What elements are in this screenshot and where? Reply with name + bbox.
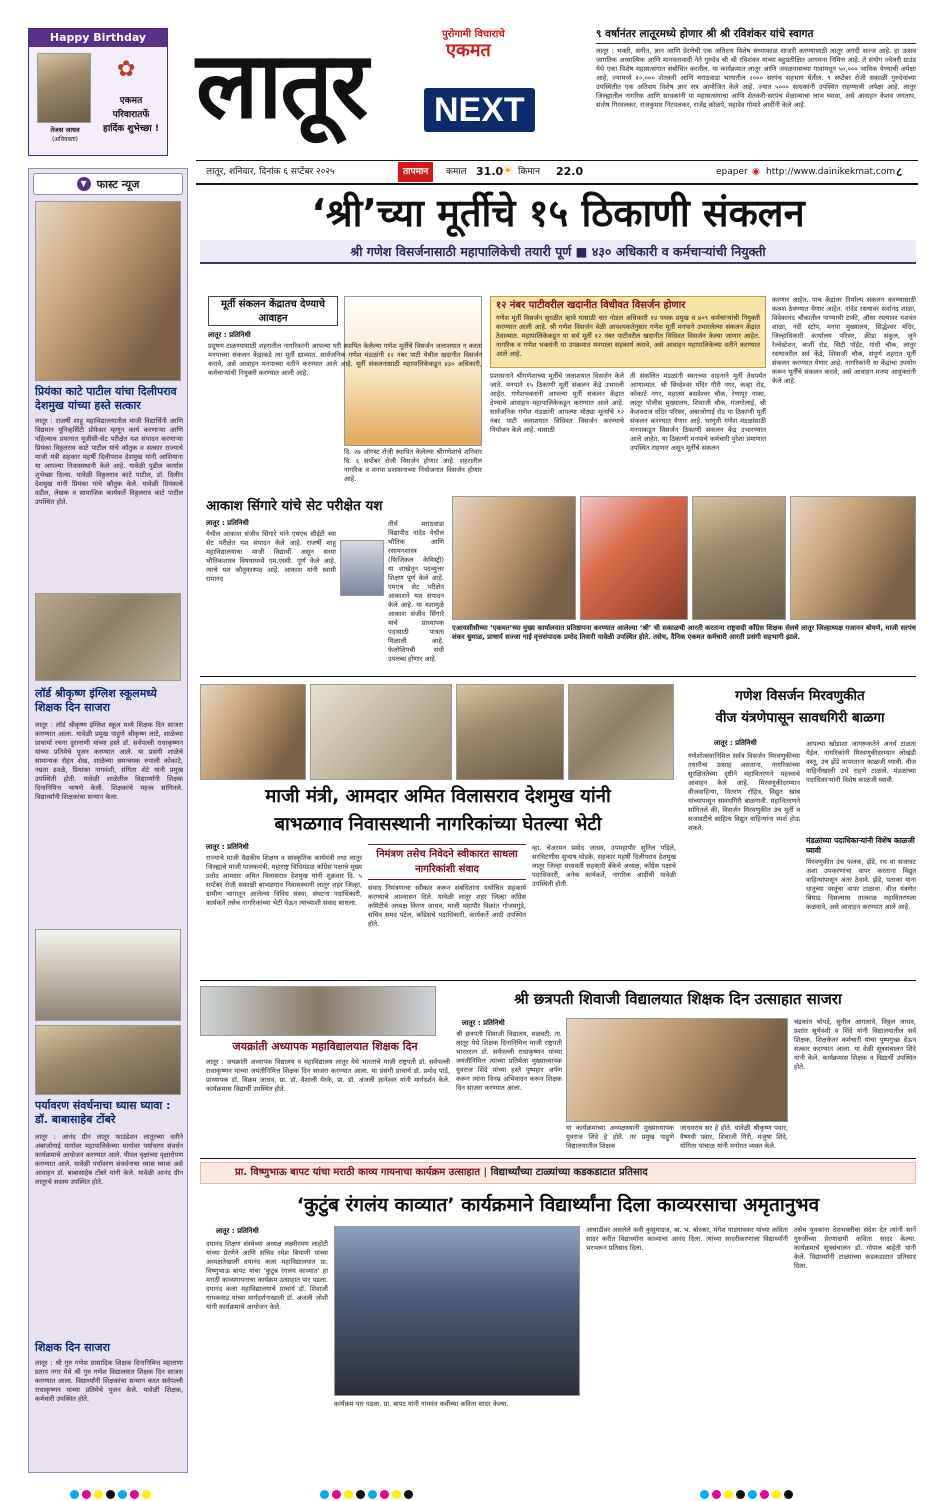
fast-news-header bbox=[33, 173, 183, 195]
jaykranti-headline: जयक्रांती अध्यापक महाविद्यालयात शिक्षक दिन bbox=[232, 1040, 418, 1053]
masthead bbox=[196, 26, 576, 158]
min-temp-label: किमान bbox=[518, 167, 540, 177]
lead-byline: लातूर : प्रतिनिधी bbox=[208, 331, 251, 339]
sun-icon: ☀ bbox=[502, 164, 514, 179]
registration-marks-mid bbox=[320, 1484, 460, 1496]
flower-bouquet-icon: ✿ bbox=[117, 57, 136, 82]
sidebar-story3-headline: पर्यावरण संवर्धनाचा ध्यास घ्यावा : डॉ. बाबासाहेब टोंबरे bbox=[35, 1099, 171, 1126]
lead-box-title: मूर्ती संकलन केंद्रातच देण्याचे आवाहन bbox=[208, 296, 338, 326]
lead-body-left: प्रदूषण टाळण्यासाठी शहरातील नागरिकांनी आपल्या घरी स्थापित केलेल्या गणेश मूर्तीचे विसर्जन जलाशयात न करता मनपाच्या संकलन केंद्राकडे त्या मूर्ती द्याव्यात. सार्वजनिक गणेश मंडळांनी १२ नंबर पाटी येथील खदानीत विसर्जन करावे, असे आवाहन मनपाच्या वतीने करण्यात आले आहे. मूर्ती संकलनासाठी महापालिकेकडून ४३० अधिकारी, कर्मचाऱ्यांची नियुक्ती करण्यात आली आहे. bbox=[208, 342, 482, 377]
shivaji-body-right: चंद्रकांत चोपडे, सुनील आगलावे, विठ्ठल जाधव, प्रशांत सुर्यवंशी व शिंदे यांनी विद्यालयातील सर्व शिक्षक, शिक्षकेतर कर्मचारी यांचा पुष्पगुच्छ देऊन सत्कार करण्यात आला. या वेळी सूत्रसंचालन शिंदे यांनी केले. कार्यक्रमास शिक्षक व विद्यार्थी उपस्थित होते. bbox=[794, 1018, 916, 1071]
chevron-down-icon: ▼ bbox=[77, 177, 91, 191]
bapat-stage-photo bbox=[334, 1226, 580, 1396]
lead-body-mid: प्रशासनाने श्रीगणेशाच्या मूर्तीचे जलाशयात विसर्जन केले जाते. मनपाने १५ ठिकाणी मूर्ती संकलन केंद्रे उभारली आहेत. गणेशभक्तांनी आपल्या मूर्ती संकलन केंद्रात देण्याचे आवाहन महापालिकेकडून करण्यात आले आहे. सार्वजनिक गणेश मंडळांनी आपल्या मोठ्या मूर्त्यांचे १२ नंबर पाटी जलाशयात विधिवत विसर्जन करण्याचे नियोजन केले आहे. यासाठी bbox=[490, 372, 624, 434]
epaper-search-icon: ◉ bbox=[752, 167, 760, 177]
top-story-headline: ९ वर्षानंतर लातूरमध्ये होणार श्री श्री रविशंकर यांचे स्वागत bbox=[596, 28, 916, 44]
bapat-kicker-2: विद्यार्थ्यांच्या टाळ्यांच्या कडकडाटात प्रतिसाद bbox=[490, 1167, 648, 1178]
shivaji-body-left: श्री छत्रपती शिवाजी विद्यालय, मळवटी. ता. लातूर येथे शिक्षक दिनानिमित्त माजी राष्ट्रपती भारतरत्न डॉ. सर्वपल्ली राधाकृष्णन यांच्या जयंतीनिमित्त त्यांच्या प्रतिमेला मुख्याध्यापक युवराज शिंदे यांच्या हस्ते पुष्पहार अर्पण करून त्यांना विनम्र अभिवादन करून शिक्षक दिन साजरा करण्यात आला. bbox=[456, 1030, 562, 1092]
deshmukh-body-1: राज्याचे माजी वैद्यकीय शिक्षण व सांस्कृतिक कार्यमंत्री तथा लातूर जिल्ह्याचे माजी पालकमंत्री, महाराष्ट्र विधिमंडळ काँग्रेस पक्षाचे मुख्य प्रतोद आमदार अमित विलासराव देशमुख यांनी शुक्रवार दि. ५ सप्टेंबर रोजी सकाळी बाभळगाव निवासस्थानी लातूर शहर जिल्हा, ग्रामीण भागातून आलेल्या विविध संस्था, संघटना पदाधिकारी, कार्यकर्ते तसेच नागरिकांच्या भेटी घेऊन त्यांच्याशी संवाद साधला. bbox=[206, 854, 362, 907]
shivaji-headline: श्री छत्रपती शिवाजी विद्यालयात शिक्षक दिन उत्साहात साजरा bbox=[514, 990, 842, 1008]
bapat-kicker: प्रा. विष्णुभाऊ बापट यांचा मराठी काव्य गायनाचा कार्यक्रम उत्साहात bbox=[235, 1167, 481, 1178]
birthday-person-name: तेजस जाधव bbox=[50, 126, 80, 134]
min-temp-value: 22.0 bbox=[556, 165, 584, 178]
visarjan-body-right: आपल्या खोडाशा जागरूकतेने अनर्थ टाळता येईल. नागरिकांनी मिरवणुकीदरम्यान लोखंडी वस्तू, उंच झेंडे वापरताना काळजी घ्यावी. वीज वाहिनीखाली उभे राहणे टाळावे. मंडळांच्या पदाधिकाऱ्यांनी विशेष काळजी घ्यावी. bbox=[806, 740, 916, 784]
aarti-photo-caption: एआयसीसीच्या ‘एकमत’च्या मुख्य कार्यालयात प्रतिष्ठापना करण्यात आलेल्या ‘श्री’ ची सकाळची आरती करताना राष्ट्रवादी काँग्रेस शिक्षक सेलचे लातूर जिल्हाध्यक्ष गजानन बोयणे, माजी सरपंच शंकर धुमाळ, प्राचार्य सज्जा गाई वृत्तसंपादक प्रमोद तिवारी यावेळी उपस्थित होते. तसेच, दैनिक एकमत कर्मचारी आरती प्रसंगी सहभागी झाले. bbox=[452, 624, 916, 641]
bapat-photo-caption: कार्यक्रम पार पडला. प्रा. बापट यांनी नामवंत कवींच्या कविता सादर केल्या. bbox=[334, 1400, 509, 1408]
top-story bbox=[596, 28, 916, 158]
sidebar-story4-headline: शिक्षक दिन साजरा bbox=[35, 1341, 110, 1354]
set-story-body-left: येथील आकाश संजीव सिंगारे यांने एमएच सीईटी च्या सेट परीक्षेत यश संपादन केले आहे. राजर्षी शाहू महाविद्यालयाचा माजी विद्यार्थी असून सध्या भौतिकशास्त्र विषयामध्ये एम.एस्सी. पूर्ण केले आहे. त्याचे यश कौतुकास्पद आहे. आकाश यांनी स्वामी रामानंद bbox=[206, 530, 336, 583]
deshmukh-photo-2 bbox=[310, 684, 452, 780]
set-story-byline: लातूर : प्रतिनिधी bbox=[206, 519, 249, 527]
shivaji-byline: लातूर : प्रतिनिधी bbox=[462, 1019, 505, 1027]
shivaji-body-mid: जाधवराव सर हे होते. यावेळी श्रीकृष्ण पवार, वैष्णवी पवार, शिवाजी गिरी, मंजुषा शिंदे, योगिता पांचाळ यांनी मनोगत व्यक्त केले. bbox=[680, 1124, 788, 1150]
sidebar-story2-headline: लॉर्ड श्रीकृष्ण इंग्लिश स्कूलमध्ये शिक्षक दिन साजरा bbox=[35, 687, 157, 714]
bapat-body-right: तसेच युवकांना देशभक्तीचा संदेश देत त्यांनी सानें गुरुजींच्या प्रेरणादायी कविता सादर केल्या. कार्यक्रमाचे सूत्रसंचालन डॉ. गोपाल बाहेती यांनी केले. विद्यार्थ्यांनी टाळ्यांच्या कडकडाटात प्रतिसाद दिला. bbox=[794, 1226, 916, 1270]
max-temp-value: 31.0 bbox=[476, 165, 504, 178]
deshmukh-headline-1: माजी मंत्री, आमदार अमित विलासराव देशमुख यांनी bbox=[265, 786, 611, 807]
sidebar-story2-body: लातूर : लॉर्ड श्रीकृष्ण इंग्लिश स्कूल मध्ये शिक्षक दिन साजरा करण्यात आला. यावेळी प्रमुख पाहुणे श्रीकृष्ण लाटे, शाळेच्या प्राचार्या रचना दुरानाणी यांच्या हस्ते डॉ. सर्वपल्ली राधाकृष्णन यांच्या प्रतिमेचे पूजन करण्यात आले. या प्रसंगी शाळेचे सामान्यक रोहन शेख, शाळेच्या समन्वयक रुपाली कोकाटे, नम्रता ढवळे, प्रियांका नागवंशी, संगिता शेटे यांनी प्रमुख उपस्थिती होती. यावेळी शाळेतील विद्यार्थ्यांनी शिक्षक दिनानिमित्त भाषणे केली. शिक्षकांचे महत्त्व सांगितले. विद्यार्थ्यांनी शिक्षकांचा सन्मान केला. bbox=[35, 721, 183, 801]
sidebar-photo-1 bbox=[35, 201, 181, 381]
bapat-body-mid: आघाडीवर असलेले कवी कुसुमाग्रज, बा. भ. बोरकर, मंगेश पाडगावकर यांच्या कविता सादर करीत विद्यार्थ्यांना काव्याचा आनंद दिला. त्यांच्या सादरीकरणाला विद्यार्थ्यांनी भरभरून प्रतिसाद दिला. bbox=[586, 1226, 788, 1252]
sidebar-photo-4 bbox=[35, 1025, 181, 1095]
deshmukh-body-2: संवाद निमंत्रणाचा स्वीकार करून संबंधितांना यथोचित सहकार्य करण्याचे आश्वासन दिले. यावेळी लातूर शहर जिल्हा काँग्रेस कमिटीचे अध्यक्ष किरण जाधव, माजी महापौर विक्रांत गोजमगुंडे, सचिव समद पटेल, काँग्रेसचे पदाधिकारी, कार्यकर्ते आदी उपस्थित होते. bbox=[368, 884, 526, 928]
deshmukh-body-3: व्हा. चेअरमन प्रमोद जाधव, उपमहापौर सुनिल पडिले, सरचिटणीस सुभाष घोडके, सहकार महर्षी दिलीपराव देशमुख लातूर जिल्हा मध्यवर्ती सहकारी बँकेचे अध्यक्ष, काँग्रेस पक्षाचे पदाधिकारी, अनेक कार्यकर्ते, नागरिक आदींची यावेळी उपस्थिती होती. bbox=[532, 844, 676, 888]
jaykranti-photo bbox=[200, 986, 436, 1036]
visarjan-headline-1: गणेश विसर्जन मिरवणुकीत bbox=[735, 688, 865, 704]
masthead-title: लातूर bbox=[196, 32, 367, 139]
registration-marks-right bbox=[700, 1484, 840, 1496]
lead-subhead: श्री गणेश विसर्जनासाठी महापालिकेची तयारी पूर्ण ■ ४३० अधिकारी व कर्मचाऱ्यांची नियुक्ती bbox=[200, 240, 916, 264]
masthead-tagline: पुरोगामी विचाराचे bbox=[442, 29, 505, 40]
lead-headline: ‘श्री’च्या मूर्तीचे १५ ठिकाणी संकलन bbox=[311, 191, 805, 235]
deshmukh-box-title: निमंत्रण तसेच निवेदने स्वीकारत साधला नागरिकांशी संवाद bbox=[368, 844, 526, 880]
sidebar-photo-3 bbox=[35, 929, 181, 1021]
set-story-body-right: तीर्थ मराठवाडा विद्यापीठ नांदेड येथील भौतिक आणि रसायनशास्त्र (फिजिकल केमिस्ट्री) या शाखेतून पदव्युत्तर शिक्षण पूर्ण केले आहे. एमएच सेट परीक्षेत आकाशने यश संपादन केले आहे. या यशामुळे आकाश संजीव सिंगारे याचे प्राध्यापक पदासाठी पात्रता मिळाली आहे. फेलोशिपची संधी उपलब्ध होणार आहे. bbox=[388, 520, 444, 663]
deshmukh-photo-1 bbox=[200, 684, 306, 780]
temperature-label: तापमान bbox=[398, 162, 433, 182]
deshmukh-photo-4 bbox=[568, 684, 674, 780]
aarti-photo-4 bbox=[790, 496, 916, 620]
birthday-wish-1: एकमत bbox=[119, 96, 143, 106]
visarjan-sub-title: मंडळांच्या पदाधिकाऱ्यांनी विशेष काळजी घ्यावी bbox=[806, 836, 915, 855]
bapat-headline: ‘कुटुंब रंगलंय काव्यात’ कार्यक्रमाने विद्यार्थ्यांना दिला काव्यरसाचा अमृतानुभव bbox=[296, 1194, 820, 1216]
website-link[interactable]: http://www.dainikekmat.com bbox=[766, 167, 896, 177]
sidebar-story1-body: लातूर : राजर्षी शाहू महाविद्यालयातील माजी विद्यार्थिनी आणि विद्यमान यूनिव्हर्सिटी प्रोफेसर म्हणून कार्य करणाऱ्या आणि पहिल्याच प्रयत्नात यूजीसी-सेट परीक्षेत यश संपादन करणाऱ्या प्रियंका विठ्ठलराव काटे पाटील यांचे कौतुक व सत्कार राज्याचे माजी मंत्री सहकार महर्षी दिलीपराव देशमुख यांनी आशियाना या आपल्या निवासस्थानी केले आहे. यावेळी पुढील कार्यास शुभेच्छा दिल्या. यावेळी विठ्ठलराव काटे पाटील, डॉ. दिलीप देशमुख यांनी प्रियंका यांचे कौतुक केले. यावेळी प्रियंकाचे वडील, लेखक व सामाजिक कार्यकर्ते विठ्ठलराव काटे पाटील उपस्थित होते. bbox=[35, 417, 183, 506]
sidebar-story4-body: लातूर : श्री गुरु गणेश प्रासादिक शिक्षक दिनानिमित्त महाराणा प्रताप नगर येथे श्री गुरु गणेश विद्यालयात शिक्षक दिन साजरा करण्यात आला. विद्यार्थ्यांनी शिक्षकांचा सन्मान करत सर्वपल्ली राधाकृष्णन यांच्या प्रतिमेचे पूजन केले. यावेळी शिक्षक, कर्मचारी उपस्थित होते. bbox=[35, 1359, 183, 1403]
lead-body-far: करणार आहेत. पाच केंद्रांवर निर्माल्य संकलन करण्यासाठी कलश ठेवण्यात येणार आहेत. नांदेड रस्त्यावर सर्वानंद शाळा, विवेकानंद चौकातील पाण्याची टाकी, औसा रस्त्यावर यशवंत शाळा, नंदी स्टॉप, मनपा मुख्यालय, सिद्धेश्वर मंदिर, जिल्हाधिकारी कार्यालय परिसर, क्रीडा संकुल, जुने रेल्वेस्टेशन, बार्शी रोड, सिटी पॉईंट, गांधी चौक, लातूर रस्त्यावरील सर्व केंद्रे, शिवाजी चौक, संपूर्ण शहरात मूर्ती संकलन करण्यात येणार आहे. नागरिकांनी या केंद्रांचा उपयोग करून मूर्तींचे संकलन करावे, असे आवाहन मनपा आयुक्तांनी केले आहे. bbox=[772, 296, 916, 385]
lead-highlight-body: गणेश मूर्ती विसर्जन सुरळीत व्हावे यासाठी चार नोडल अधिकारी १४ पथक प्रमुख व ४०९ कर्मचाऱ्यांची नियुक्ती करण्यात आली आहे. श्री गणेश विसर्जन वेळी आवश्यकतेनुसार गणेश मूर्ती मनपाने उभारलेल्या संकलन केंद्रात ठेवाव्यात. महापालिकेकडून या सर्व मूर्ती १२ नंबर पाटीवरील खदानीत विधिवत विसर्जन केल्या जाणार आहेत. नागरिक व गणेश भक्तांनी या उपक्रमात मनपाला सहकार्य करावे, असे आवाहन महापालिकेच्या वतीने करण्यात आले आहे. bbox=[496, 314, 760, 358]
bapat-byline: लातूर : प्रतिनिधी bbox=[216, 1227, 259, 1235]
set-story-headline: आकाश सिंगारे यांचे सेट परीक्षेत यश bbox=[206, 498, 383, 514]
dateline-bar bbox=[196, 162, 918, 182]
max-temp-label: कमाल bbox=[446, 167, 467, 177]
deshmukh-photo-3 bbox=[456, 684, 564, 780]
birthday-wish-3: हार्दिक शुभेच्छा ! bbox=[103, 124, 159, 134]
birthday-photo bbox=[37, 53, 91, 123]
birthday-wish-2: परिवारातर्फे bbox=[112, 110, 150, 120]
lead-body-caption: दि. २७ ऑगस्ट रोजी स्थापित केलेल्या श्रीगणेशाचे शनिवार दि. ६ सप्टेंबर रोजी विसर्जन होणार आहे. शहरातील नागरिक व मनपा प्रशासनाच्या नियोजनात विसर्जन होणार आहे. bbox=[344, 448, 482, 483]
lead-highlight-box bbox=[490, 296, 766, 368]
shivaji-photo bbox=[566, 1018, 788, 1122]
visarjan-sub-body: मिरवणुकीत उंच फलक, झेंडे, रथ वा सजावट अशा उपकरणांचा वापर करताना विद्युत वाहिन्यांपासून अंतर ठेवावे. झेंडे, पताका यांना धातूच्या वस्तूंचा वापर टाळावा. वीज यंत्रणेत बिघाड दिसल्यास तात्काळ महावितरणला कळवावे, असे आवाहन करण्यात आले आहे. bbox=[806, 858, 916, 911]
lead-body-right: ती संकलित मंडळांनी स्वतःच्या वाहनाने मूर्ती तेथपर्यंत आणाव्यात. श्री सिध्देश्वर मंदिर गौरी नगर, कव्हा रोड, कोकाटे नगर, महात्मा बसवेश्वर चौक, रेणापूर नाका, लातूर पोलीस मुख्यालय, शिवाजी चौक, गंजगोलाई, श्री केशवराज मंदिर परिसर, अंबाजोगाई रोड या ठिकाणी मूर्ती संकलन करण्यात येणार आहे. घरगुती गणेश मंडळांसाठी मनपाकडून विसर्जन ठिकाणी संकलन केंद्र उभारण्यात आले आहेत. या ठिकाणी मनपाचे कर्मचारी पुरेशा प्रमाणात उपस्थित राहणार असून मूर्तीचे संकलन bbox=[630, 372, 766, 452]
birthday-person-note: (अधिवक्ता) bbox=[51, 136, 79, 143]
visarjan-headline-2: वीज यंत्रणेपासून सावधगिरी बाळगा bbox=[715, 710, 885, 726]
sidebar-story1-headline: प्रियंका काटे पाटील यांचा दिलीपराव देशमुख यांच्या हस्ते सत्कार bbox=[35, 385, 177, 412]
sidebar-story3-body: लातूर : आनंद ग्रीन लातूर फाउंडेशन लातूरच्या वतीने अंबाजोगाई मार्गावर महापालिकेच्या मार्गावर पर्यावरण संवर्धन कार्यक्रमाचे आयोजन करण्यात आले. पीपल वृक्षांच्या वृक्षारोपण करण्यात आले. यावेळी पर्यावरण संवर्धनाचा ध्यास घ्यावा असे आवाहन डॉ. बाबासाहेब टोंबरे यांनी केले. यावेळी आनंद ग्रीन लातूरचे सदस्य उपस्थित होते. bbox=[35, 1133, 183, 1186]
bapat-kicker-bar: प्रा. विष्णुभाऊ बापट यांचा मराठी काव्य गायनाचा कार्यक्रम उत्साहात | विद्यार्थ्यांच्या टाळ्यांच्या कडकडाटात प्रतिसाद bbox=[200, 1162, 916, 1184]
birthday-header: Happy Birthday bbox=[29, 29, 167, 47]
masthead-brand: एकमत bbox=[446, 40, 491, 61]
set-story-portrait bbox=[340, 540, 384, 596]
visarjan-byline: लातूर : प्रतिनिधी bbox=[714, 739, 757, 747]
sidebar-photo-2 bbox=[35, 593, 181, 681]
aarti-photo-3 bbox=[692, 496, 786, 620]
aarti-photo-1 bbox=[452, 496, 576, 620]
bapat-body-left: दयानंद शिक्षण संस्थेच्या अध्यक्ष लक्ष्मीरमण लाहोटी यांच्या प्रेरणेने आणि सचिव रमेश बियाणी यांच्या अध्यक्षतेखाली दयानंद कला महाविद्यालयात प्रा. विष्णुभाऊ बापट यांचा ‘कुटुंब रंगलंय काव्यात’ हा मराठी काव्यगायनाचा कार्यक्रम उत्साहात पार पडला. दयानंद कला महाविद्यालयाचे प्राचार्य डॉ. शिवाजी गायकवाड यांच्या मार्गदर्शनाखाली डॉ. अंजली जोशी यांनी कार्यक्रमाचे आयोजन केले. bbox=[206, 1240, 328, 1311]
registration-marks-left bbox=[70, 1484, 190, 1496]
visarjan-body-left: गणेशोत्सवानिमित्त सर्वत्र विसर्जन मिरवणुकीच्या तयारीचा उत्साह असताना, नागरिकांच्या सुरक्षिततेच्या दृष्टीने महावितरणने महत्त्वाचे आवाहन केले आहे. मिरवणुकीदरम्यान वीजवाहिन्या, वितरण रोहित्र, विद्युत खांब यांच्यापासून सावधगिरी बाळगावी. महावितरणने सांगितले की, विसर्जन मिरवणुकीत उंच मूर्ती व सजावटीचे साहित्य विद्युत वाहिन्यांना स्पर्श होऊ शकते. bbox=[688, 752, 800, 832]
fast-news-title: फास्ट न्यूज bbox=[96, 177, 140, 191]
shivaji-photo-caption: या कार्यक्रमाच्या अध्यक्षस्थानी मुख्याध्यापक युवराज शिंदे हे होते. तर प्रमुख पाहुणे विद्यालयातील शिक्षक bbox=[566, 1124, 674, 1150]
top-story-body: लातूर : भक्ती, संगीत, ज्ञान आणि प्रेरणेची एक अतिशय विशेष संध्याकाळ साजरी करण्यासाठी लातूर अगदी सज्ज आहे. हा उत्सव जागतिक अध्यात्मिक आणि मानवतावादी नेते गुरुदेव श्री श्री रविशंकर यांच्या बहुप्रतीक्षित आगमना निमित्त आहे. ते संयोग ज्वेलरी ग्राउंड येथे एका विशेष महासत्संगात संबोधित करतील. या कार्यक्रमात लातूर आणि जवळपासच्या गावांमधून ५०,००० भाविक येण्याची अपेक्षा आहे, ज्यामध्ये १०,००० शेतकरी आणि मराठवाडा भागातील २००० सरपंच सहभाग घेतील. ९ सप्टेंबर रोजी सकाळी गुरुदेवांच्या उपस्थितीत एक अतिशय विशेष ज्ञान सत्र आयोजित केले आहे. ज्यात ५००० साधकांनी उपस्थित राहण्याची अपेक्षा आहे. लातूर जिल्ह्यातील नागरिक आणि साधकांनी या महासत्संगाचा आणि शेतकरी-सरपंच मेळाव्याचा लाभ घ्यावा, असे आवाहन केशव जगताप, संतोष गिरवलकर, राजकुमार निटवलकर, राजेंद्र कोळपे, महादेव गोमारे आदींनी केले आहे. bbox=[596, 47, 916, 110]
fast-news-sidebar bbox=[28, 168, 188, 1473]
masthead-next: NEXT bbox=[424, 88, 535, 132]
deshmukh-headline-2: बाभळगाव निवासस्थानी नागरिकांच्या घेतल्या भेटी bbox=[274, 814, 602, 835]
lead-highlight-title: १२ नंबर पाटीवरील खदानीत विधीवत विसर्जन होणार bbox=[496, 300, 686, 311]
dateline-city-date: लातूर, शनिवार, दिनांक ६ सप्टेंबर २०२५ bbox=[206, 167, 335, 177]
page-number: ८ bbox=[896, 165, 903, 179]
jaykranti-body: लातूर : जयक्रांती अध्यापक विद्यालय व महाविद्यालय लातूर येथे भारताचे माजी राष्ट्रपती डॉ. सर्वपल्ली राधाकृष्णन यांच्या जयंतीनिमित्त शिक्षक दिन साजरा करण्यात आला. या प्रसंगी प्राचार्य डॉ. प्रमोद पांडे, प्राध्यापक डॉ. विक्रम जाधव, प्रा. डॉ. वैशाली येरके, प्रा. डॉ. अंजली ज्ञानेश्वर यांनी मार्गदर्शन केले. कार्यक्रमास विद्यार्थी उपस्थित होते. bbox=[206, 1058, 450, 1093]
aarti-photo-2 bbox=[580, 496, 688, 620]
epaper-label: epaper bbox=[716, 167, 748, 177]
deshmukh-byline: लातूर : प्रतिनिधी bbox=[206, 843, 249, 851]
birthday-box bbox=[28, 28, 168, 156]
